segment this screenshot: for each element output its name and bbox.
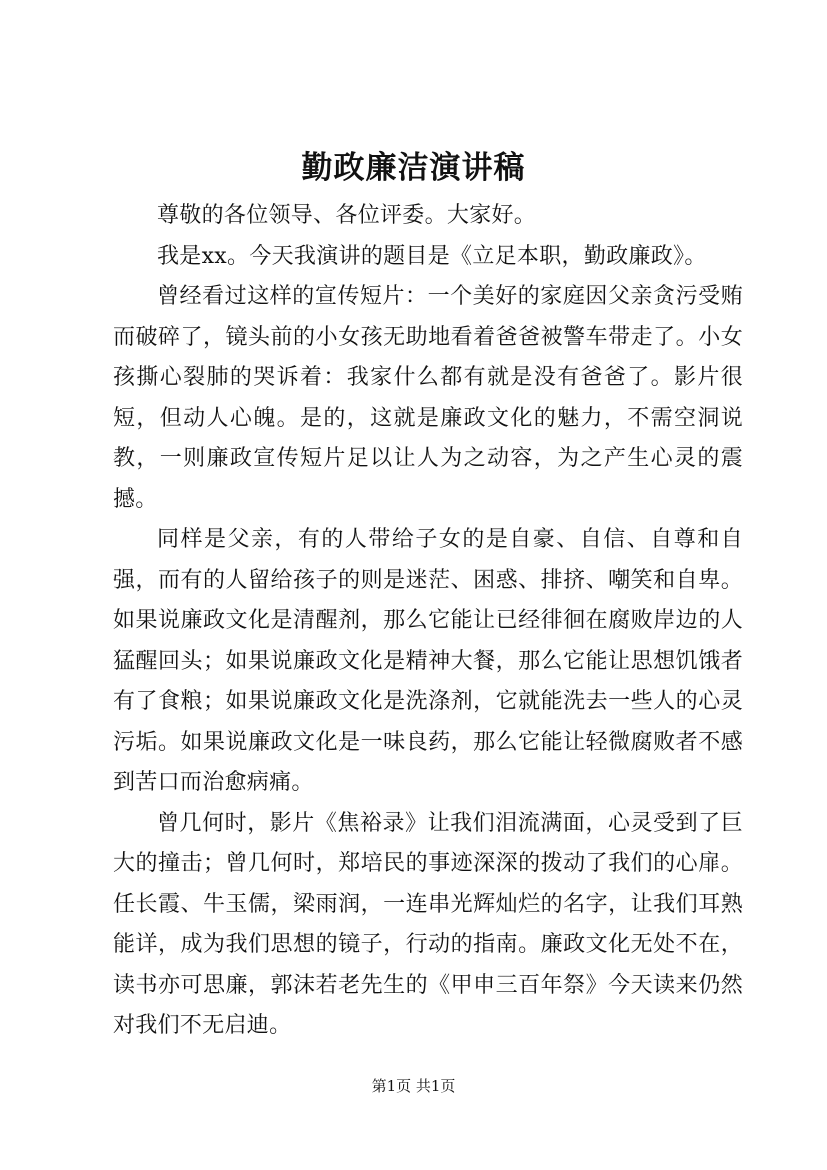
paragraph-short-film: 曾经看过这样的宣传短片：一个美好的家庭因父亲贪污受贿而破碎了，镜头前的小女孩无助地看着爸爸被警车带走了。小女孩撕心裂肺的哭诉着：我家什么都有就是没有爸爸了。影片很短，但动人心魄。是的，这就是廉政文化的魅力，不需空洞说教，一则廉政宣传短片足以让人为之动容，为之产生心灵的震撼。 xyxy=(113,284,743,512)
document-title: 勤政廉洁演讲稿 xyxy=(301,150,526,186)
document-body xyxy=(113,196,743,1047)
paragraph-introduction: 我是xx。今天我演讲的题目是《立足本职，勤政廉政》。 xyxy=(157,243,707,269)
paragraph-father-comparison: 同样是父亲，有的人带给子女的是自豪、自信、自尊和自强，而有的人留给孩子的则是迷茫、困惑、排挤、嘲笑和自卑。如果说廉政文化是清醒剂，那么它能让已经徘徊在腐败岸边的人猛醒回头；如果说廉政文化是精神大餐，那么它能让思想饥饿者有了食粮；如果说廉政文化是洗涤剂，它就能洗去一些人的心灵污垢。如果说廉政文化是一味良药，那么它能让轻微腐败者不感到苦口而治愈病痛。 xyxy=(113,527,743,795)
paragraph-greeting: 尊敬的各位领导、各位评委。大家好。 xyxy=(157,203,537,228)
paragraph-role-models: 曾几何时，影片《焦裕录》让我们泪流满面，心灵受到了巨大的撞击；曾几何时，郑培民的事迹深深的拨动了我们的心扉。任长霞、牛玉儒，梁雨润，一连串光辉灿烂的名字，让我们耳熟能详，成为我们思想的镜子，行动的指南。廉政文化无处不在，读书亦可思廉，郭沫若老先生的《甲申三百年祭》今天读来仍然对我们不无启迪。 xyxy=(113,810,743,1038)
page-number-footer: 第1页 共1页 xyxy=(371,1077,456,1095)
